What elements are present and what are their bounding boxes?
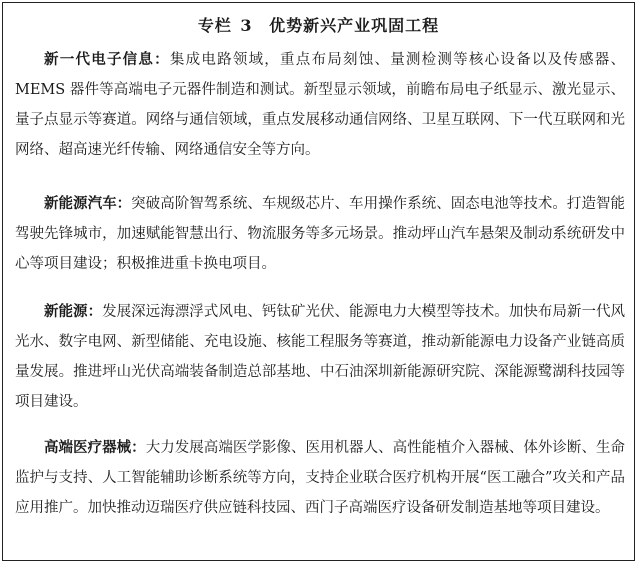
feature-box xyxy=(2,2,635,561)
paragraph-body: 突破高阶智驾系统、车规级芯片、车用操作系统、固态电池等技术。打造智能驾驶先锋城市，加速赋能智慧出行、物流服务等多元场景。推动坪山汽车悬架及制动系统研发中心等项目建设；积极推进重卡换电项目。 xyxy=(15,196,625,272)
paragraph-body: 集成电路领域，重点布局刻蚀、量测检测等核心设备以及传感器、MEMS 器件等高端电子元器件制造和测试。新型显示领域，前瞻布局电子纸显示、激光显示、量子点显示等赛道。网络与通信领域，重点发展移动通信网络、卫星互联网、下一代互联网和光网络、超高速光纤传输、网络通信安全等方向。 xyxy=(15,52,625,158)
paragraph-heading: 高端医疗器械： xyxy=(44,439,146,456)
paragraph-heading: 新一代电子信息： xyxy=(44,51,170,68)
title-text: 优势新兴产业巩固工程 xyxy=(269,16,440,35)
paragraph-medical-devices xyxy=(15,433,625,523)
paragraph-nev xyxy=(15,189,625,279)
title-number: 3 xyxy=(240,16,253,35)
paragraph-electronics xyxy=(15,45,625,165)
title-prefix: 专栏 xyxy=(197,16,232,35)
paragraph-new-energy xyxy=(15,297,625,417)
paragraph-body: 发展深远海漂浮式风电、钙钛矿光伏、能源电力大模型等技术。加快布局新一代风光水、数字电网、新型储能、充电设施、核能工程服务等赛道，推动新能源电力设备产业链高质量发展。推进坪山光伏高端装备制造总部基地、中石油深圳新能源研究院、深能源鹭湖科技园等项目建设。 xyxy=(15,304,626,410)
box-title xyxy=(3,13,634,36)
paragraph-heading: 新能源： xyxy=(44,303,103,320)
paragraph-body: 大力发展高端医学影像、医用机器人、高性能植介入器械、体外诊断、生命监护与支持、人工智能辅助诊断系统等方向，支持企业联合医疗机构开展“医工融合”攻关和产品应用推广。加快推动迈瑞医疗供应链科技园、西门子高端医疗设备研发制造基地等项目建设。 xyxy=(15,440,626,516)
paragraph-heading: 新能源汽车： xyxy=(44,195,132,212)
